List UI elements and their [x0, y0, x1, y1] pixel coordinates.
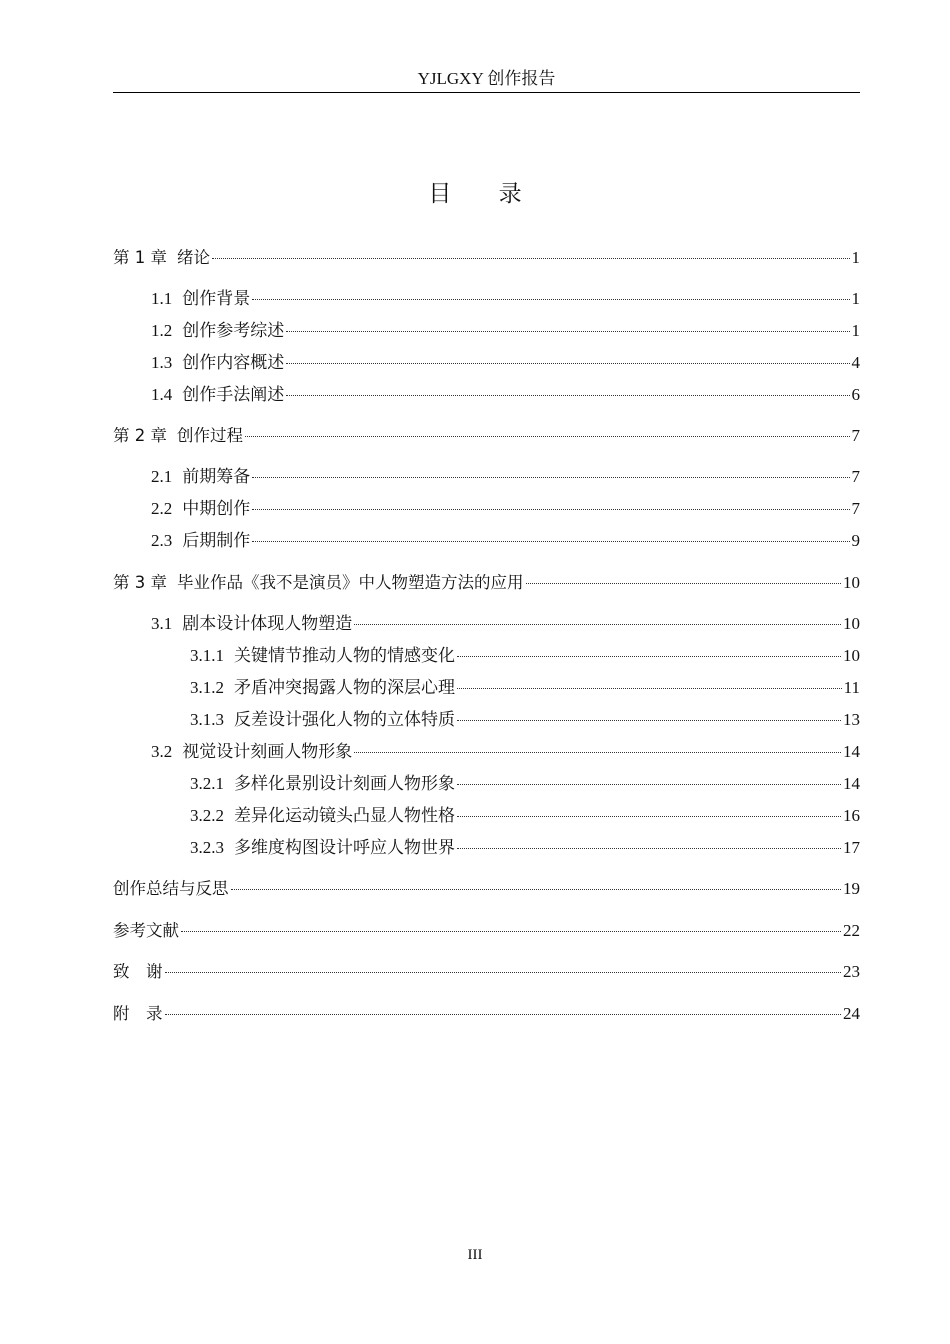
- toc-entry-chapter-1[interactable]: [113, 243, 860, 273]
- toc-entry-subsection-3-1-3[interactable]: [190, 705, 860, 735]
- toc-entry-chapter-2[interactable]: [113, 421, 860, 451]
- toc-entry-page: 7: [851, 467, 860, 486]
- toc-entry-number: 3.2.1: [190, 774, 224, 793]
- page-number: III: [467, 1247, 483, 1263]
- toc-entry-page: 14: [843, 774, 860, 793]
- toc-entry-summary[interactable]: [113, 874, 860, 904]
- toc-leader-dots: [457, 688, 842, 689]
- toc-entry-page: 6: [851, 385, 860, 404]
- toc-entry-label: 多样化景别设计刻画人物形象: [234, 774, 455, 793]
- toc-entry-page: 14: [843, 742, 860, 761]
- toc-entry-number: 3.1.1: [190, 646, 224, 665]
- toc-entry-number: 3.1.3: [190, 710, 224, 729]
- toc-leader-dots: [212, 258, 850, 259]
- toc-entry-page: 19: [843, 879, 860, 898]
- toc-entry-chapter-3[interactable]: [113, 568, 860, 598]
- toc-entry-page: 1: [851, 321, 860, 340]
- toc-entry-section-2-3[interactable]: [151, 526, 860, 556]
- toc-leader-dots: [252, 541, 849, 542]
- toc-leader-dots: [354, 752, 841, 753]
- toc-leader-dots: [252, 299, 849, 300]
- toc-entry-label: 创作内容概述: [182, 353, 285, 372]
- toc-entry-page: 7: [851, 426, 860, 445]
- toc-entry-page: 4: [851, 353, 860, 372]
- toc-entry-label: 参考文献: [113, 921, 179, 940]
- toc-leader-dots: [526, 583, 842, 584]
- running-header: YJLGXY 创作报告: [113, 66, 860, 93]
- toc-leader-dots: [457, 816, 841, 817]
- toc-entry-label: 关键情节推动人物的情感变化: [234, 646, 455, 665]
- toc-entry-page: 11: [843, 678, 860, 697]
- toc-entry-section-1-4[interactable]: [151, 380, 860, 410]
- toc-entry-number: 3.1.2: [190, 678, 224, 697]
- toc-entry-number: 第 2 章: [113, 426, 167, 445]
- toc-leader-dots: [252, 509, 849, 510]
- toc-entry-number: 3.2.3: [190, 838, 224, 857]
- toc-entry-number: 3.2.2: [190, 806, 224, 825]
- toc-entry-number: 2.1: [151, 467, 173, 486]
- toc-title: 目 录: [428, 181, 542, 207]
- toc-entry-page: 7: [851, 499, 860, 518]
- toc-entry-label: 矛盾冲突揭露人物的深层心理: [234, 678, 455, 697]
- toc-entry-page: 1: [851, 248, 860, 267]
- toc-leader-dots: [457, 848, 841, 849]
- toc-entry-page: 13: [843, 710, 860, 729]
- toc-leader-dots: [457, 720, 841, 721]
- toc-entry-page: 22: [843, 921, 860, 940]
- toc-entry-section-3-1[interactable]: [151, 609, 860, 639]
- toc-entry-label: 附 录: [113, 1004, 163, 1023]
- toc-entry-label: 创作背景: [182, 289, 251, 308]
- toc-entry-number: 第 3 章: [113, 573, 167, 592]
- toc-entry-label: 绪论: [177, 248, 210, 267]
- toc-entry-label: 创作过程: [177, 426, 243, 445]
- toc-leader-dots: [165, 972, 842, 973]
- toc-entry-appendix[interactable]: [113, 999, 860, 1029]
- toc-leader-dots: [286, 395, 849, 396]
- toc-entry-number: 3.2: [151, 742, 173, 761]
- toc-entry-subsection-3-2-2[interactable]: [190, 801, 860, 831]
- toc-leader-dots: [252, 477, 849, 478]
- toc-entry-section-1-3[interactable]: [151, 348, 860, 378]
- toc-entry-section-2-1[interactable]: [151, 462, 860, 492]
- toc-leader-dots: [286, 331, 849, 332]
- toc-entry-number: 1.4: [151, 385, 173, 404]
- toc-entry-page: 9: [851, 531, 860, 550]
- toc-entry-label: 多维度构图设计呼应人物世界: [234, 838, 455, 857]
- toc-entry-section-2-2[interactable]: [151, 494, 860, 524]
- toc-entry-page: 10: [843, 646, 860, 665]
- toc-entry-label: 中期创作: [182, 499, 251, 518]
- toc-entry-page: 1: [851, 289, 860, 308]
- toc-entry-section-1-1[interactable]: [151, 284, 860, 314]
- toc-entry-subsection-3-2-3[interactable]: [190, 833, 860, 863]
- toc-leader-dots: [354, 624, 841, 625]
- toc-entry-number: 第 1 章: [113, 248, 167, 267]
- toc-leader-dots: [231, 889, 842, 890]
- toc-leader-dots: [165, 1014, 842, 1015]
- toc-entry-number: 2.3: [151, 531, 173, 550]
- toc-entry-subsection-3-1-1[interactable]: [190, 641, 860, 671]
- toc-entry-page: 10: [843, 573, 860, 592]
- toc-entry-subsection-3-1-2[interactable]: [190, 673, 860, 703]
- toc-entry-page: 24: [843, 1004, 860, 1023]
- toc-entry-label: 视觉设计刻画人物形象: [182, 742, 353, 761]
- toc-entry-acknowledgements[interactable]: [113, 957, 860, 987]
- toc-entry-number: 1.2: [151, 321, 173, 340]
- toc-entry-label: 致 谢: [113, 962, 163, 981]
- toc-entry-label: 差异化运动镜头凸显人物性格: [234, 806, 455, 825]
- toc-leader-dots: [181, 931, 841, 932]
- toc-leader-dots: [457, 656, 841, 657]
- toc-entry-label: 创作参考综述: [182, 321, 285, 340]
- toc-entry-label: 反差设计强化人物的立体特质: [234, 710, 455, 729]
- toc-entry-number: 3.1: [151, 614, 173, 633]
- toc-entry-page: 16: [843, 806, 860, 825]
- toc-entry-subsection-3-2-1[interactable]: [190, 769, 860, 799]
- toc-leader-dots: [457, 784, 841, 785]
- toc-entry-section-1-2[interactable]: [151, 316, 860, 346]
- toc-entry-label: 创作总结与反思: [113, 879, 229, 898]
- toc-entry-label: 剧本设计体现人物塑造: [182, 614, 353, 633]
- toc-entry-label: 前期筹备: [182, 467, 251, 486]
- toc-entry-label: 后期制作: [182, 531, 251, 550]
- toc-entry-section-3-2[interactable]: [151, 737, 860, 767]
- toc-entry-number: 2.2: [151, 499, 173, 518]
- toc-entry-label: 毕业作品《我不是演员》中人物塑造方法的应用: [177, 573, 524, 592]
- toc-entry-number: 1.3: [151, 353, 173, 372]
- toc-leader-dots: [245, 436, 850, 437]
- toc-entry-label: 创作手法阐述: [182, 385, 285, 404]
- toc-leader-dots: [286, 363, 849, 364]
- toc-entry-page: 23: [843, 962, 860, 981]
- toc-entry-number: 1.1: [151, 289, 173, 308]
- toc-entry-references[interactable]: [113, 916, 860, 946]
- toc-entry-page: 10: [843, 614, 860, 633]
- toc-entry-page: 17: [843, 838, 860, 857]
